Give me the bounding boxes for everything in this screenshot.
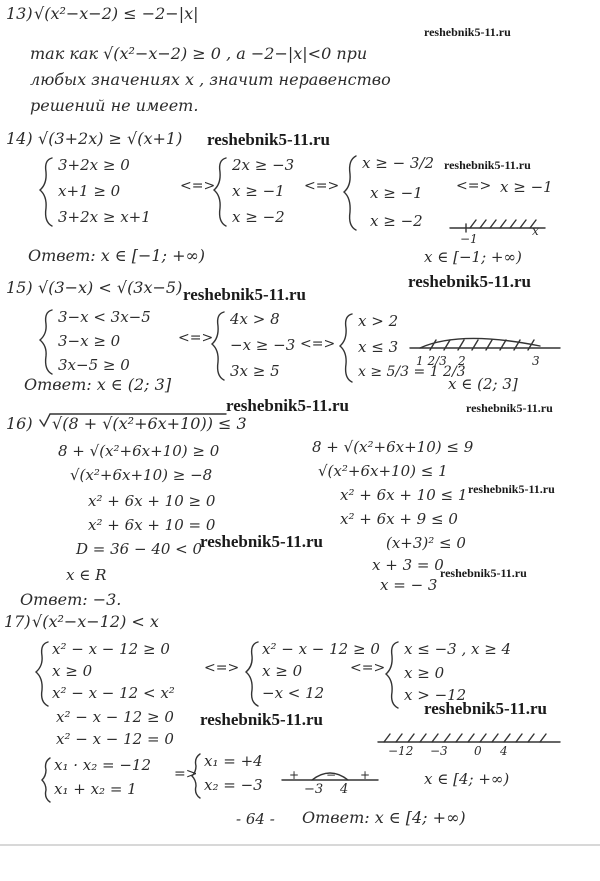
p15-equiv-arrow-1: <=> (178, 330, 214, 346)
problem-13-text-line1: так как √(x²−x−2) ≥ 0 , а −2−|x|<0 при (30, 44, 368, 63)
problem-13-number: 13) (6, 4, 33, 23)
p17-implies-arrow: => (174, 766, 198, 782)
p14-result: x ≥ −1 (500, 178, 553, 196)
problem-13-text-line3: решений не имеет. (30, 96, 199, 115)
problem-16-number: 16) (6, 414, 33, 433)
p15-brace-1 (40, 310, 52, 374)
p17-brace-3 (386, 642, 398, 708)
p15-equiv-arrow-2: <=> (300, 336, 336, 352)
p17-sys1-line3: x² − x − 12 < x² (52, 684, 175, 702)
p15-sys1-line1: 3−x < 3x−5 (58, 308, 151, 326)
p14-equiv-arrow-1: <=> (180, 178, 216, 194)
p15-answer-right: x ∈ (2; 3] (448, 375, 518, 393)
p17-answer-right: x ∈ [4; +∞) (424, 770, 510, 788)
p15-sys3-line3: x ≥ 5/3 = 1 2/3 (358, 364, 466, 380)
p14-answer-right: x ∈ [−1; +∞) (424, 248, 522, 266)
p17-equiv-arrow-2: <=> (350, 660, 386, 676)
p15-axis-label-3: 3 (532, 354, 540, 368)
p14-sys2-line2: x ≥ −1 (232, 182, 285, 200)
p15-sys1-line3: 3x−5 ≥ 0 (58, 356, 130, 374)
p15-sys2-line1: 4x > 8 (230, 310, 280, 328)
p17-brace-2 (246, 642, 258, 706)
p17-sys2-line1: x² − x − 12 ≥ 0 (262, 640, 380, 658)
p14-sys2-line3: x ≥ −2 (232, 208, 285, 226)
p17-axis1-sign-3: + (360, 768, 371, 782)
p14-brace-2 (214, 158, 226, 226)
p16-right-line2: √(x²+6x+10) ≤ 1 (318, 462, 448, 480)
p14-sys3-line2: x ≥ −1 (370, 184, 423, 202)
p17-sys1-line1: x² − x − 12 ≥ 0 (52, 640, 170, 658)
p17-sys1-line2: x ≥ 0 (52, 662, 93, 680)
p16-left-line2: √(x²+6x+10) ≥ −8 (70, 466, 213, 484)
p17-sys2-line3: −x < 12 (262, 684, 325, 702)
p16-left-line6: x ∈ R (66, 566, 107, 584)
p15-hatch (430, 340, 534, 350)
p17-sys3-line1: x ≤ −3 , x ≥ 4 (404, 640, 512, 658)
p17-axis2-label-3: 0 (474, 744, 482, 758)
problem-15-number: 15) (6, 278, 33, 297)
p16-right-line1: 8 + √(x²+6x+10) ≤ 9 (312, 438, 474, 456)
watermark: reshebnik5-11.ru (200, 710, 323, 729)
p15-sys1-line2: 3−x ≥ 0 (58, 332, 121, 350)
p16-left-line5: D = 36 − 40 < 0 (76, 540, 203, 558)
p17-axis2-label-1: −12 (388, 744, 414, 758)
p15-sys3-line1: x > 2 (358, 312, 399, 330)
watermark: reshebnik5-11.ru (424, 699, 547, 718)
p17-root-1: x₁ = +4 (204, 752, 263, 770)
p15-sys3-line2: x ≤ 3 (358, 338, 399, 356)
p16-right-line4: x² + 6x + 9 ≤ 0 (340, 510, 458, 528)
p16-left-line1: 8 + √(x²+6x+10) ≥ 0 (58, 442, 220, 460)
p15-axis-label-1: 1 2/3 (416, 354, 447, 368)
p16-answer: Ответ: −3. (20, 590, 122, 609)
p14-sys2-line1: 2x ≥ −3 (232, 156, 295, 174)
p17-vieta-line2: x₁ + x₂ = 1 (54, 780, 137, 798)
watermark: reshebnik5-11.ru (444, 158, 531, 172)
p17-brace-1 (36, 642, 48, 706)
watermark: reshebnik5-11.ru (468, 482, 555, 496)
problem-13-inequality: √(x²−x−2) ≤ −2−|x| (34, 4, 199, 23)
problem-13-text-line2: любых значениях x , значит неравенство (30, 70, 391, 89)
p15-brace-2 (212, 312, 224, 380)
p14-equiv-arrow-3: <=> (456, 178, 492, 194)
page-number: - 64 - (236, 810, 275, 828)
p17-answer: Ответ: x ∈ [4; +∞) (302, 808, 466, 827)
watermark: reshebnik5-11.ru (466, 401, 553, 415)
p16-left-line4: x² + 6x + 10 = 0 (88, 516, 216, 534)
p14-sys3-line1: x ≥ − 3/2 (362, 154, 435, 172)
p14-sys1-line2: x+1 ≥ 0 (58, 182, 121, 200)
p14-axis-point-label: −1 (460, 232, 478, 246)
p14-answer: Ответ: x ∈ [−1; +∞) (28, 246, 206, 265)
p17-sys3-line2: x ≥ 0 (404, 664, 445, 682)
p16-left-line3: x² + 6x + 10 ≥ 0 (88, 492, 216, 510)
p17-equiv-arrow-1: <=> (204, 660, 240, 676)
p17-axis1-sign-1: + (289, 768, 300, 782)
p17-axis1-label-1: −3 (304, 782, 324, 797)
p16-right-line6: x + 3 = 0 (372, 556, 444, 574)
watermark: reshebnik5-11.ru (207, 130, 330, 149)
problem-16-inequality: √(8 + √(x²+6x+10)) ≤ 3 (52, 414, 247, 433)
p16-right-line3: x² + 6x + 10 ≤ 1 (340, 486, 468, 504)
problem-14-inequality: √(3+2x) ≥ √(x+1) (38, 129, 183, 148)
p17-axis2-label-2: −3 (430, 744, 448, 758)
p17-axis2-hatch (384, 734, 546, 742)
problem-17-inequality: √(x²−x−12) < x (32, 612, 159, 631)
p15-sys2-line3: 3x ≥ 5 (230, 362, 280, 380)
p14-hatch (470, 220, 536, 228)
p17-axis1-label-2: 4 (340, 782, 349, 797)
watermark: reshebnik5-11.ru (440, 566, 527, 580)
p17-work-line2: x² − x − 12 = 0 (56, 730, 174, 748)
p14-sys1-line3: 3+2x ≥ x+1 (58, 208, 151, 226)
p15-sys2-line2: −x ≥ −3 (230, 336, 296, 354)
p17-axis1-sign-2: − (326, 768, 337, 782)
p17-axis2-label-4: 4 (500, 744, 508, 758)
problem-15-inequality: √(3−x) < √(3x−5) (38, 278, 183, 297)
p16-right-line5: (x+3)² ≤ 0 (386, 534, 466, 552)
p15-arc (420, 338, 540, 348)
p14-sys1-line1: 3+2x ≥ 0 (58, 156, 130, 174)
watermark: reshebnik5-11.ru (424, 25, 511, 39)
watermark: reshebnik5-11.ru (183, 285, 306, 304)
p15-axis-label-2: 2 (458, 354, 466, 368)
p15-brace-3 (340, 314, 352, 382)
p14-brace-3 (344, 156, 356, 230)
problem-14-number: 14) (6, 129, 33, 148)
p17-root-2: x₂ = −3 (204, 776, 263, 794)
problem-17-number: 17) (4, 612, 31, 631)
p14-brace-1 (40, 158, 52, 226)
p17-vieta-line1: x₁ · x₂ = −12 (54, 756, 152, 774)
watermark: reshebnik5-11.ru (200, 532, 323, 551)
p17-work-line1: x² − x − 12 ≥ 0 (56, 708, 174, 726)
watermark: reshebnik5-11.ru (226, 396, 349, 415)
p14-axis-variable: x (532, 224, 539, 238)
p14-equiv-arrow-2: <=> (304, 178, 340, 194)
p17-sys2-line2: x ≥ 0 (262, 662, 303, 680)
p14-sys3-line3: x ≥ −2 (370, 212, 423, 230)
p17-vieta-brace (42, 758, 50, 802)
p15-answer: Ответ: x ∈ (2; 3] (24, 375, 172, 394)
p17-sys3-line3: x > −12 (404, 686, 467, 704)
watermark: reshebnik5-11.ru (408, 272, 531, 291)
p16-right-line7: x = − 3 (380, 576, 438, 594)
